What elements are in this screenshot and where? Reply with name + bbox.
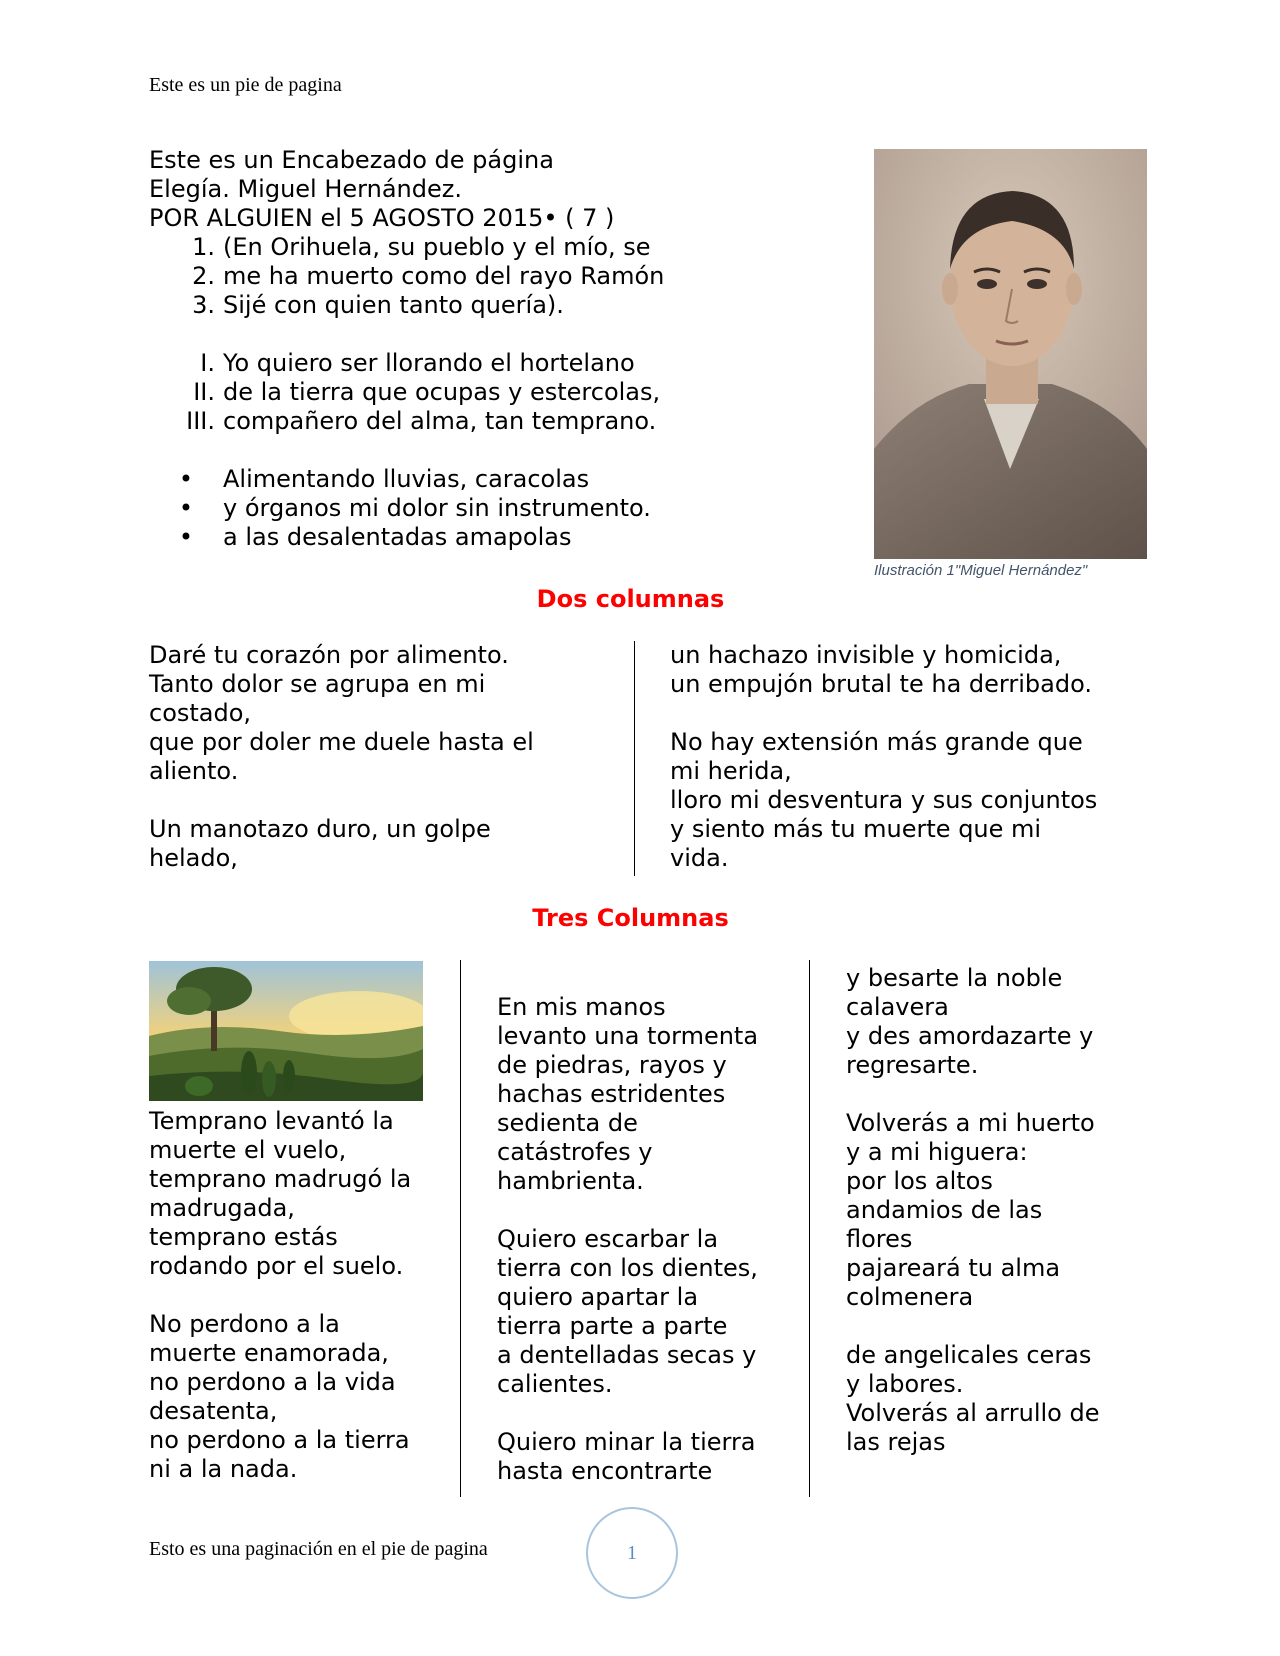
three-columns-col1: Temprano levantó la muerte el vuelo, temprano madrugó la madrugada, temprano estás rodando por el suelo. No perdono a la muerte enamorada, no perdono a la vida desatenta, no perdono a la tierra ni a la nada. — [149, 1107, 412, 1483]
list-item: I. Yo quiero ser llorando el hortelano — [200, 349, 635, 377]
heading-line-2: Elegía. Miguel Hernández. — [149, 175, 462, 203]
page-number-circle — [586, 1507, 678, 1599]
numbered-list — [149, 233, 849, 320]
portrait-photo — [874, 149, 1147, 559]
three-columns-col3: y besarte la noble calavera y des amordazarte y regresarte. Volverás a mi huerto y a mi higuera: por los altos andamios de las flores pajareará tu alma colmenera de angelicales ceras y labores. Volverás al arrullo de las rejas — [846, 964, 1100, 1456]
header-note: Este es un pie de pagina — [149, 74, 342, 96]
heading-line-1: Este es un Encabezado de página — [149, 146, 554, 174]
list-item: • y órganos mi dolor sin instrumento. — [178, 494, 651, 522]
list-item: 1. (En Orihuela, su pueblo y el mío, se — [192, 233, 651, 261]
column-divider — [460, 960, 461, 1497]
two-columns-left: Daré tu corazón por alimento. Tanto dolor se agrupa en mi costado, que por doler me duele hasta el aliento. Un manotazo duro, un golpe helado, — [149, 641, 534, 872]
list-item: II. de la tierra que ocupas y estercolas, — [193, 378, 661, 406]
heading-line-3: POR ALGUIEN el 5 AGOSTO 2015• ( 7 ) — [149, 204, 615, 232]
landscape-image — [149, 961, 423, 1101]
column-divider — [634, 641, 635, 876]
roman-list — [149, 349, 849, 436]
list-item: III. compañero del alma, tan temprano. — [186, 407, 657, 435]
list-item: 3. Sijé con quien tanto quería). — [192, 291, 564, 319]
list-item: • a las desalentadas amapolas — [178, 523, 572, 551]
three-columns-heading: Tres Columnas — [532, 904, 729, 932]
photo-caption: Ilustración 1"Miguel Hernández" — [874, 562, 1088, 579]
column-divider — [809, 960, 810, 1497]
list-item: • Alimentando lluvias, caracolas — [178, 465, 590, 493]
bullet-list — [149, 465, 849, 552]
page-number: 1 — [627, 1542, 637, 1564]
footer-note: Esto es una paginación en el pie de pagina — [149, 1538, 488, 1560]
two-columns-right: un hachazo invisible y homicida, un empujón brutal te ha derribado. No hay extensión más grande que mi herida, lloro mi desventura y sus conjuntos y siento más tu muerte que mi vida. — [670, 641, 1098, 872]
heading-block — [149, 146, 849, 552]
two-columns-heading: Dos columnas — [536, 585, 725, 613]
three-columns-col2: En mis manos levanto una tormenta de piedras, rayos y hachas estridentes sedienta de catástrofes y hambrienta. Quiero escarbar la tierra con los dientes, quiero apartar la tierra parte a parte a dentelladas secas y calientes. Quiero minar la tierra hasta encontrarte — [497, 993, 759, 1485]
list-item: 2. me ha muerto como del rayo Ramón — [192, 262, 665, 290]
